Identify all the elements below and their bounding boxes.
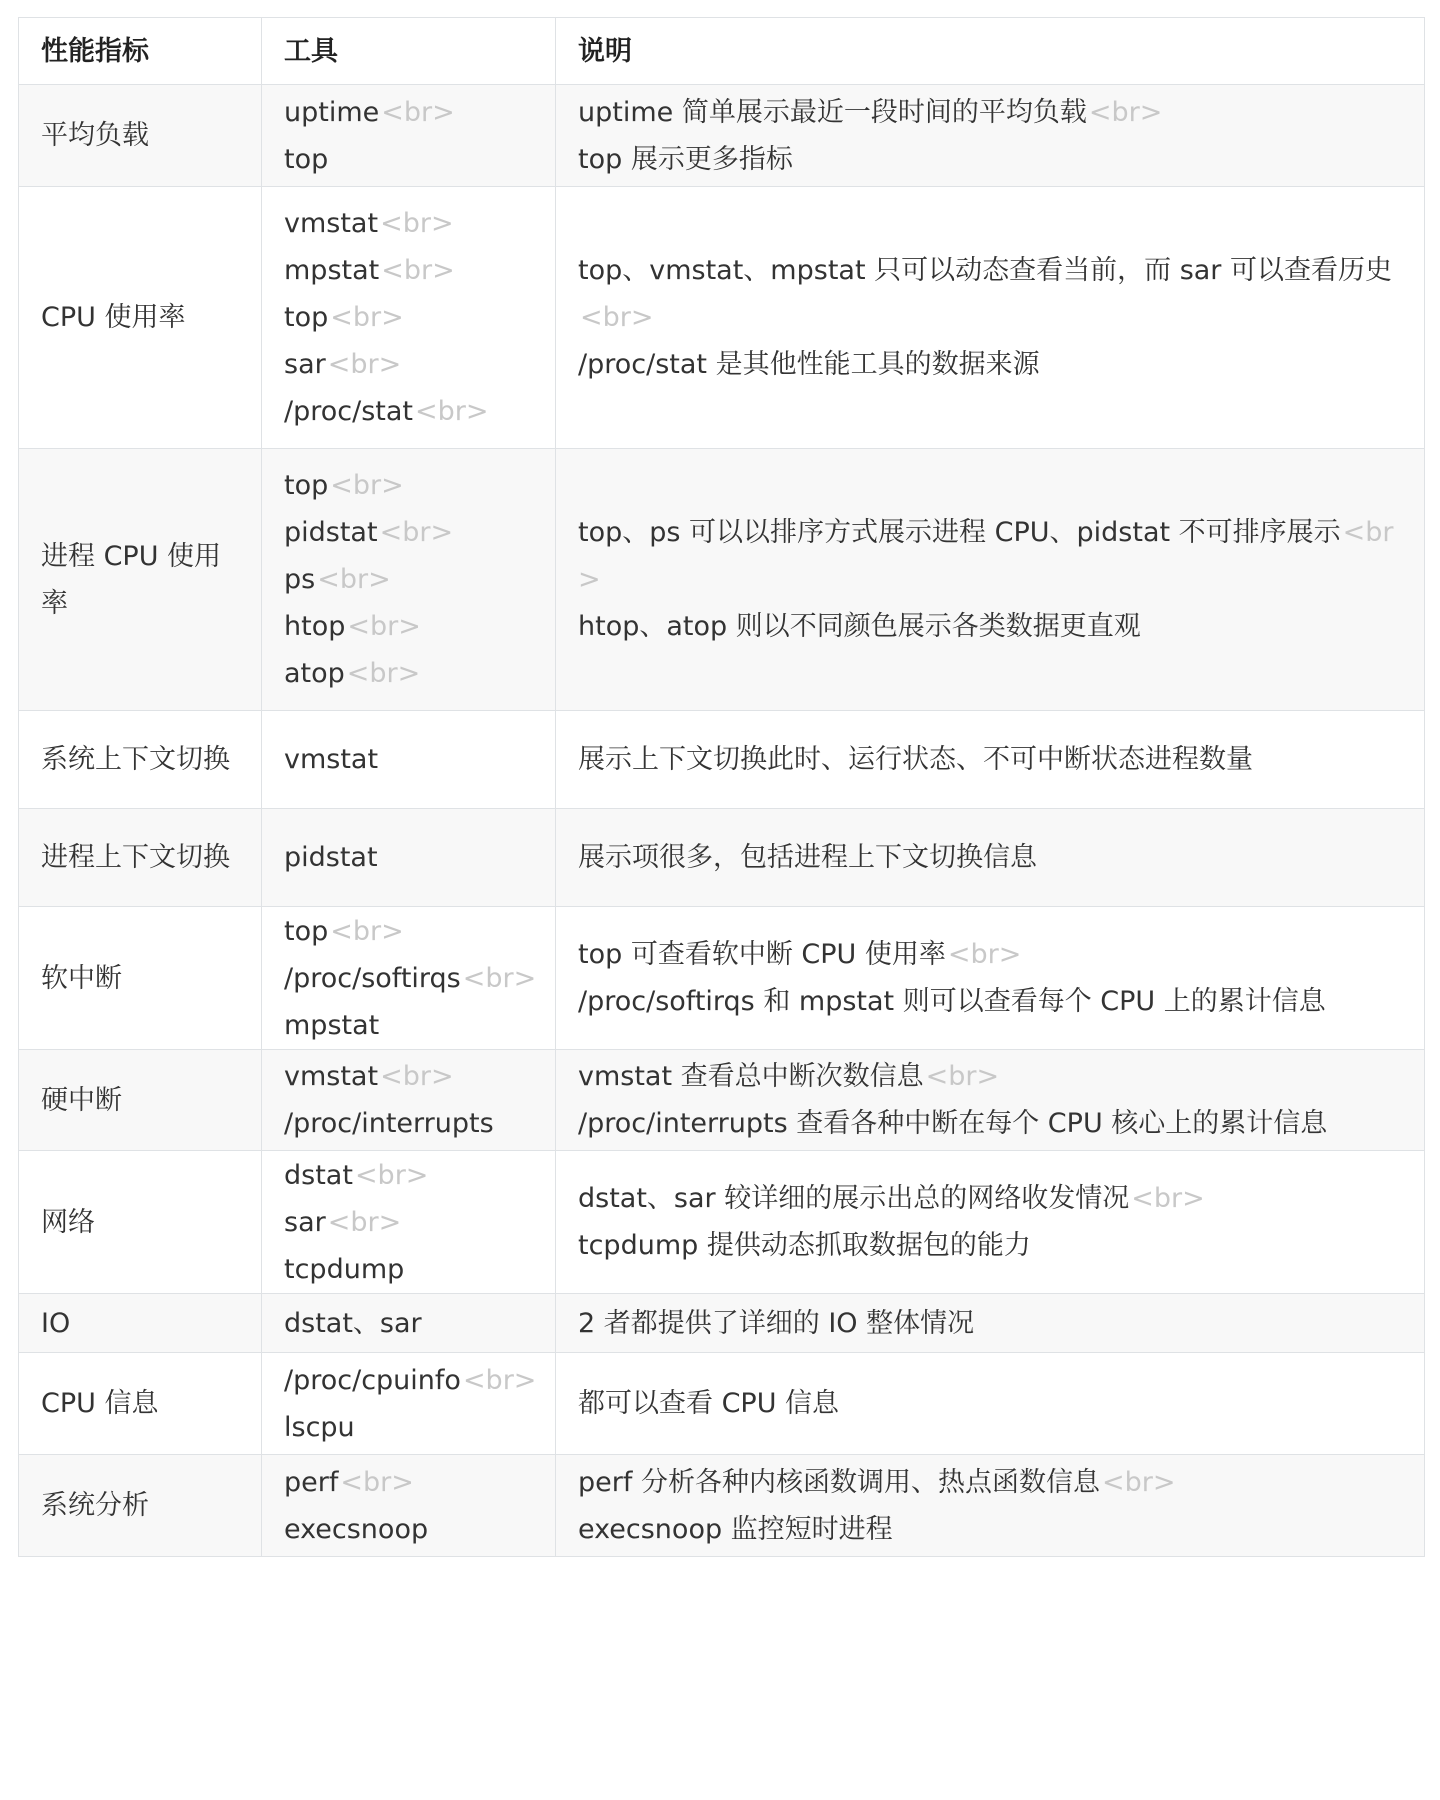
metric-cell: 系统分析 [19,1455,262,1557]
tool-line [284,200,533,247]
tool-line [284,136,533,183]
description-cell [556,1050,1425,1151]
metric-cell: 进程上下文切换 [19,809,262,907]
description-line [578,1053,1402,1100]
table-header [19,18,1425,85]
description-line-text: /proc/stat 是其他性能工具的数据来源 [578,349,1040,380]
literal-br-tag: <br> [330,470,404,501]
tool-line [284,650,533,697]
description-cell [556,907,1425,1050]
description-line-text: vmstat 查看总中断次数信息 [578,1061,924,1092]
metric-cell: 平均负载 [19,85,262,187]
description-line [578,931,1402,978]
performance-tools-table [18,17,1425,1557]
tool-line-text: htop [284,611,346,642]
table-row [19,1050,1425,1151]
tool-line-text: /proc/interrupts [284,1108,494,1139]
description-line [578,1300,1402,1347]
tools-cell [262,1151,556,1294]
tool-line [284,955,537,1002]
metric-cell: 网络 [19,1151,262,1294]
description-cell [556,1353,1425,1455]
header-metric: 性能指标 [19,18,262,85]
tool-line [284,462,533,509]
literal-br-tag: <br> [347,611,421,642]
tool-line [284,1100,533,1147]
literal-br-tag: <br> [462,962,537,994]
literal-br-tag: <br> [327,1206,402,1238]
description-line-text: 展示项很多，包括进程上下文切换信息 [578,842,1037,873]
literal-br-tag: <br> [1088,96,1163,128]
tool-line [284,1199,533,1246]
tool-line [284,1404,533,1451]
tool-line-text: top [284,302,329,333]
description-line [578,89,1402,136]
description-line-text: execsnoop 监控短时进程 [578,1513,893,1545]
literal-br-tag: <br> [346,658,421,689]
tool-line [284,736,533,783]
tool-line [284,1002,533,1049]
description-cell [556,187,1425,449]
tools-cell [262,809,556,907]
tool-line-text: vmstat [284,744,379,775]
tool-line [284,1053,533,1100]
description-line [578,1380,1402,1427]
description-line-text: /proc/interrupts 查看各种中断在每个 CPU 核心上的累计信息 [578,1108,1328,1139]
table-body [19,85,1425,1557]
tools-cell [262,711,556,809]
table-row [19,1151,1425,1294]
description-line-text: uptime 简单展示最近一段时间的平均负载 [578,96,1087,128]
tool-line-text: mpstat [284,255,380,286]
description-line [578,1459,1402,1506]
tools-cell [262,1294,556,1353]
literal-br-tag: <br> [327,349,402,380]
table-row [19,449,1425,711]
literal-br-tag: <br> [379,517,454,548]
description-line-text: top 展示更多指标 [578,143,793,175]
description-line-text: htop、atop 则以不同颜色展示各类数据更直观 [578,611,1141,642]
description-line [578,1222,1402,1269]
header-tools: 工具 [262,18,556,85]
description-line-text: top、vmstat、mpstat 只可以动态查看当前，而 sar 可以查看历史 [578,255,1392,286]
literal-br-tag: <br> [340,1466,414,1498]
tool-line-text: /proc/cpuinfo [284,1364,461,1396]
table-row [19,1294,1425,1353]
description-line-text: 都可以查看 CPU 信息 [578,1388,840,1419]
tool-line-text: tcpdump [284,1253,405,1285]
description-line [578,136,1402,183]
metric-cell: 硬中断 [19,1050,262,1151]
tool-line-text: vmstat [284,208,379,239]
metric-cell: 软中断 [19,907,262,1050]
literal-br-tag: <br> [354,1159,429,1191]
tool-line-text: top [284,143,329,175]
tool-line [284,908,533,955]
description-line [578,834,1402,881]
description-line [578,1100,1402,1147]
tools-cell [262,907,556,1050]
description-cell [556,711,1425,809]
tool-line-text: dstat、sar [284,1307,422,1339]
tool-line [284,603,533,650]
tool-line [284,1506,533,1553]
description-line-text: dstat、sar 较详细的展示出总的网络收发情况 [578,1183,1130,1214]
tool-line-text: top [284,915,329,947]
tool-line [284,1300,533,1347]
table-row [19,907,1425,1050]
metric-cell: CPU 使用率 [19,187,262,449]
literal-br-tag: <br> [1101,1466,1176,1498]
description-cell [556,1455,1425,1557]
metric-cell: CPU 信息 [19,1353,262,1455]
table-row [19,1455,1425,1557]
literal-br-tag: <br> [580,302,654,333]
tool-line-text: uptime [284,96,380,128]
description-line [578,341,1402,388]
description-line-text: top 可查看软中断 CPU 使用率 [578,939,946,970]
tool-line-text: mpstat [284,1009,380,1041]
table-row [19,809,1425,907]
tools-cell [262,1353,556,1455]
description-line [578,1506,1402,1553]
description-cell [556,1151,1425,1294]
tool-line [284,509,533,556]
tool-line [284,556,533,603]
tool-line-text: /proc/softirqs [284,962,461,994]
tool-line-text: sar [284,1206,326,1238]
tool-line-text: pidstat [284,517,378,548]
tool-line-text: dstat [284,1159,353,1191]
tool-line-text: sar [284,349,326,380]
tools-cell [262,449,556,711]
literal-br-tag: <br> [380,1061,454,1092]
tool-line-text: execsnoop [284,1513,429,1545]
tools-cell [262,1455,556,1557]
literal-br-tag: <br> [317,564,391,595]
literal-br-tag: <br> [462,1364,537,1396]
metric-cell: 进程 CPU 使用率 [19,449,262,711]
description-line-text: /proc/softirqs 和 mpstat 则可以查看每个 CPU 上的累计信息 [578,986,1326,1017]
description-cell [556,1294,1425,1353]
description-line [578,603,1402,650]
tool-line-text: /proc/stat [284,396,413,427]
description-line [578,736,1402,783]
tool-line [284,247,533,294]
literal-br-tag: <br> [925,1061,1000,1092]
table-row [19,711,1425,809]
tool-line [284,341,533,388]
tool-line [284,89,533,136]
tools-cell [262,187,556,449]
tool-line-text: vmstat [284,1061,379,1092]
description-line-text: 2 者都提供了详细的 IO 整体情况 [578,1307,975,1339]
tool-line-text: top [284,470,329,501]
description-line-text: 展示上下文切换此时、运行状态、不可中断状态进程数量 [578,744,1253,775]
literal-br-tag: <br> [1131,1183,1205,1214]
description-line [578,509,1402,603]
table-row [19,1353,1425,1455]
metric-cell: IO [19,1294,262,1353]
literal-br-tag: <br> [381,96,455,128]
tool-line [284,388,533,435]
metric-cell: 系统上下文切换 [19,711,262,809]
description-cell [556,809,1425,907]
literal-br-tag: <br> [415,396,489,427]
tools-cell [262,1050,556,1151]
performance-tools-table-container [18,17,1424,1557]
literal-br-tag: <br> [578,517,1394,595]
description-cell [556,85,1425,187]
tool-line [284,1357,537,1404]
tool-line [284,1152,533,1199]
table-row [19,187,1425,449]
literal-br-tag: <br> [947,939,1022,970]
tool-line [284,1459,533,1506]
header-row [19,18,1425,85]
tool-line-text: ps [284,564,316,595]
description-line-text: tcpdump 提供动态抓取数据包的能力 [578,1230,1031,1261]
table-row [19,85,1425,187]
tool-line [284,1246,533,1293]
description-line-text: top、ps 可以以排序方式展示进程 CPU、pidstat 不可排序展示 [578,517,1341,548]
header-description: 说明 [556,18,1425,85]
tool-line-text: pidstat [284,842,378,873]
tool-line-text: atop [284,658,345,689]
description-line-text: perf 分析各种内核函数调用、热点函数信息 [578,1466,1100,1498]
description-line [578,978,1402,1025]
tool-line-text: perf [284,1466,339,1498]
tool-line [284,294,533,341]
literal-br-tag: <br> [330,302,404,333]
description-line [578,1175,1402,1222]
literal-br-tag: <br> [380,208,454,239]
tools-cell [262,85,556,187]
tool-line [284,834,533,881]
description-line [578,247,1402,341]
description-cell [556,449,1425,711]
literal-br-tag: <br> [330,915,404,947]
literal-br-tag: <br> [381,255,455,286]
tool-line-text: lscpu [284,1411,355,1443]
